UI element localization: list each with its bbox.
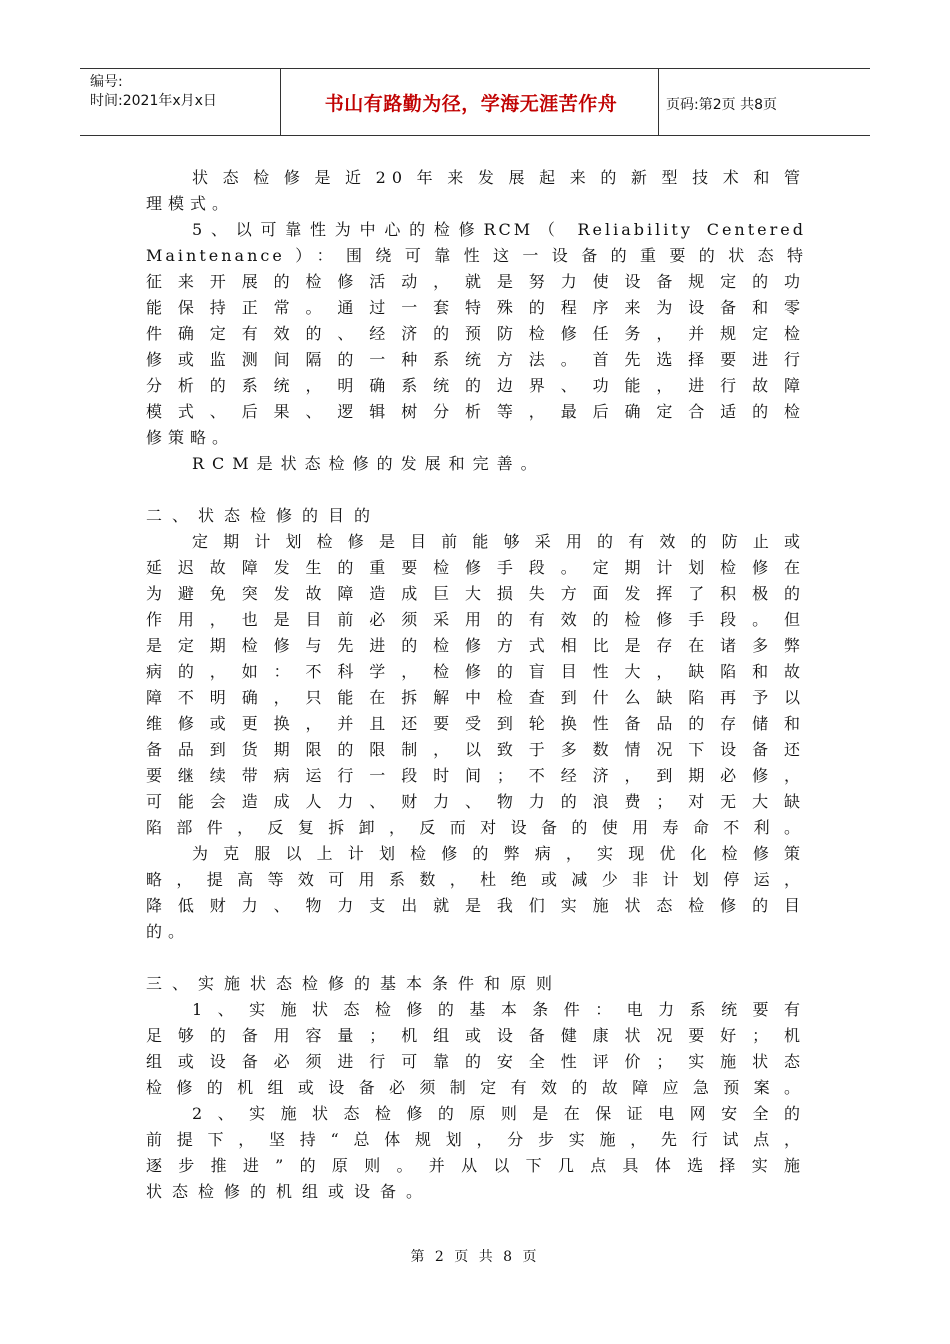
number-label: 编号: <box>90 74 123 90</box>
text-line: 陷部件，反复拆卸，反而对设备的使用寿命不利。 <box>146 818 806 837</box>
document-body <box>146 165 806 1205</box>
text-line: 前提下，坚持“总体规划，分步实施，先行试点， <box>146 1130 806 1149</box>
text-line: 检修的机组或设备必须制定有效的故障应急预案。 <box>146 1078 806 1097</box>
page-footer: 第 2 页 共 8 页 <box>410 1249 540 1265</box>
text-line: 要继续带病运行一段时间；不经济，到期必修， <box>146 766 806 785</box>
text-line: 备品到货期限的限制，以致于多数情况下设备还 <box>146 740 806 759</box>
text-line: 足够的备用容量；机组或设备健康状况要好；机 <box>146 1026 806 1045</box>
text-line: 的。 <box>146 922 191 941</box>
text-line: 为克服以上计划检修的弊病，实现优化检修策 <box>192 844 806 863</box>
text-line: 定期计划检修是目前能够采用的有效的防止或 <box>192 532 806 551</box>
text-line: 5、以可靠性为中心的检修RCM（ Reliability Centered <box>192 220 806 239</box>
text-line: 为避免突发故障造成巨大损失方面发挥了积极的 <box>146 584 806 603</box>
text-line: 状态检修是近20年来发展起来的新型技术和管 <box>192 168 806 187</box>
header-motto: 书山有路勤为径，学海无涯苦作舟 <box>324 93 618 115</box>
text-line: 征来开展的检修活动，就是努力使设备规定的功 <box>146 272 806 291</box>
text-line: 延迟故障发生的重要检修手段。定期计划检修在 <box>146 558 806 577</box>
section-heading: 二、状态检修的目的 <box>146 506 381 525</box>
text-line: 修或监测间隔的一种系统方法。首先选择要进行 <box>146 350 806 369</box>
text-line: 病的，如：不科学，检修的盲目性大，缺陷和故 <box>146 662 806 681</box>
text-line: 可能会造成人力、财力、物力的浪费；对无大缺 <box>146 792 806 811</box>
text-line: 件确定有效的、经济的预防检修任务，并规定检 <box>146 324 806 343</box>
date-label: 时间:2021年x月x日 <box>90 93 217 109</box>
text-line: 状态检修的机组或设备。 <box>146 1182 433 1201</box>
header-divider <box>280 69 281 135</box>
text-line: 修策略。 <box>146 428 235 447</box>
text-line: Maintenance）：围绕可靠性这一设备的重要的状态特 <box>146 246 806 265</box>
text-line: 2、实施状态检修的原则是在保证电网安全的 <box>192 1104 806 1123</box>
text-line: 能保持正常。通过一套特殊的程序来为设备和零 <box>146 298 806 317</box>
text-line: 是定期检修与先进的检修方式相比是存在诸多弊 <box>146 636 806 655</box>
text-line: 逐步推进”的原则。并从以下几点具体选择实施 <box>146 1156 806 1175</box>
header-divider <box>658 69 659 135</box>
text-line: 模式、后果、逻辑树分析等，最后确定合适的检 <box>146 402 806 421</box>
text-line: 维修或更换，并且还要受到轮换性备品的存储和 <box>146 714 806 733</box>
text-line: 组或设备必须进行可靠的安全性评价；实施状态 <box>146 1052 806 1071</box>
page-header <box>80 68 870 136</box>
section-heading: 三、实施状态检修的基本条件和原则 <box>146 974 563 993</box>
text-line: 作用，也是目前必须采用的有效的检修手段。但 <box>146 610 806 629</box>
text-line: RCM是状态检修的发展和完善。 <box>192 454 545 473</box>
text-line: 略，提高等效可用系数，杜绝或减少非计划停运， <box>146 870 806 889</box>
text-line: 理模式。 <box>146 194 235 213</box>
text-line: 障不明确，只能在拆解中检查到什么缺陷再予以 <box>146 688 806 707</box>
header-info <box>90 73 217 111</box>
header-page-label: 页码:第2页 共8页 <box>666 97 777 113</box>
text-line: 1、实施状态检修的基本条件：电力系统要有 <box>192 1000 806 1019</box>
text-line: 分析的系统，明确系统的边界、功能，进行故障 <box>146 376 806 395</box>
text-line: 降低财力、物力支出就是我们实施状态检修的目 <box>146 896 806 915</box>
